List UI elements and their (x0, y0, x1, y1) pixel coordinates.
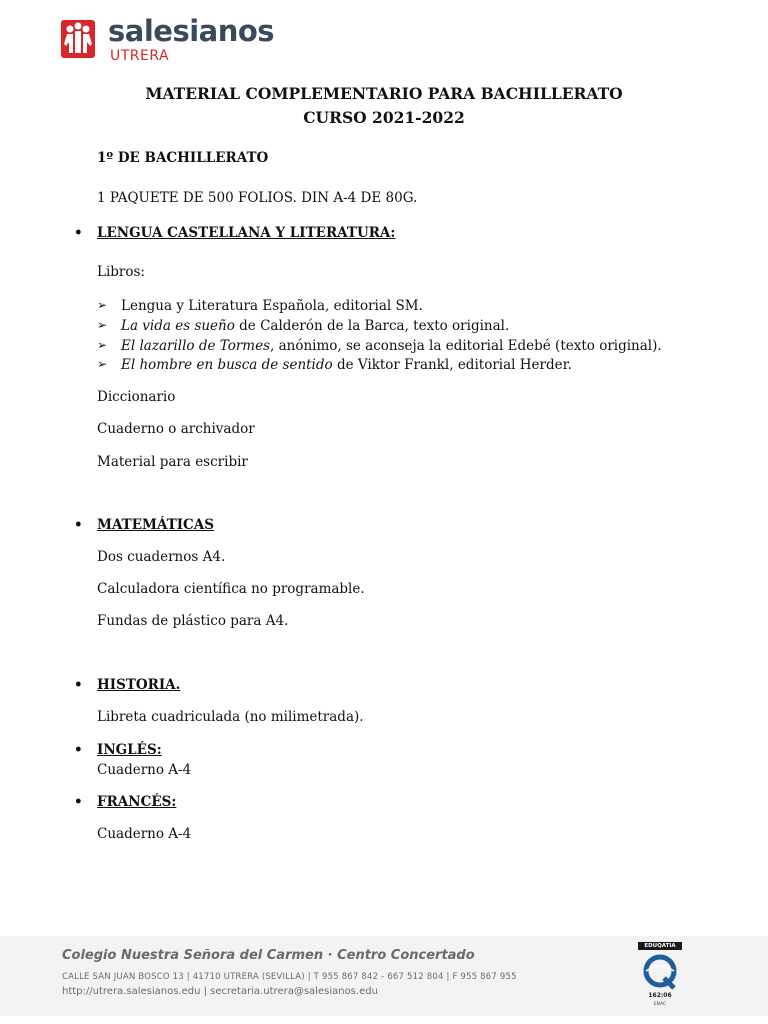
section-heading: INGLÉS: (97, 742, 162, 758)
list-item: Calculadora científica no programable. (97, 581, 365, 597)
book-item (97, 318, 510, 334)
footer-school-name: Colegio Nuestra Señora del Carmen · Centro Concertado (62, 948, 475, 963)
bullet: • (74, 517, 83, 533)
document-title: MATERIAL COMPLEMENTARIO PARA BACHILLERATO (145, 84, 623, 103)
book-detail: de Viktor Frankl, editorial Herder. (332, 357, 572, 373)
section-ingles (74, 742, 162, 758)
footer-address: CALLE SAN JUAN BOSCO 13 | 41710 UTRERA (SEVILLA) | T 955 867 842 - 667 512 804 | F 955 867 955 (62, 972, 517, 982)
logo-subtitle: UTRERA (110, 48, 170, 64)
bullet: • (74, 742, 83, 758)
list-item: Cuaderno A-4 (97, 826, 192, 842)
section-frances (74, 794, 176, 810)
list-item: Fundas de plástico para A4. (97, 613, 289, 629)
book-title: El lazarillo de Tormes (121, 338, 270, 354)
book-item (97, 338, 662, 354)
section-heading: HISTORIA. (97, 677, 181, 693)
footer (0, 936, 768, 1016)
list-item: Cuaderno A-4 (97, 762, 192, 778)
section-heading: LENGUA CASTELLANA Y LITERATURA: (97, 225, 396, 241)
book-item (97, 298, 423, 314)
list-item: Dos cuadernos A4. (97, 549, 226, 565)
section-heading: MATEMÁTICAS (97, 517, 215, 533)
bullet: • (74, 794, 83, 810)
course-label: 1º DE BACHILLERATO (97, 150, 269, 166)
quality-certification-icon (642, 952, 678, 990)
section-matematicas (74, 517, 214, 533)
book-detail: Lengua y Literatura Española, editorial SM. (121, 298, 423, 314)
badge-org: ENAC (653, 1002, 667, 1007)
section-lengua (74, 225, 395, 241)
libros-label: Libros: (97, 264, 145, 280)
list-item: Material para escribir (97, 454, 248, 470)
badge-number: 162:06 (648, 992, 672, 999)
book-title: El hombre en busca de sentido (121, 357, 333, 373)
arrow-bullet-icon: ➢ (97, 318, 108, 332)
logo-name: salesianos (108, 14, 275, 48)
book-detail: , anónimo, se aconseja la editorial Edebé (texto original). (270, 338, 662, 354)
document-subtitle: CURSO 2021-2022 (303, 108, 465, 127)
salesianos-logo-icon (61, 20, 95, 58)
list-item: Cuaderno o archivador (97, 421, 255, 437)
arrow-bullet-icon: ➢ (97, 357, 108, 371)
book-title: La vida es sueño (121, 318, 235, 334)
bullet: • (74, 677, 83, 693)
section-historia (74, 677, 180, 693)
folios-line: 1 PAQUETE DE 500 FOLIOS. DIN A-4 DE 80G. (97, 190, 418, 206)
book-item (97, 357, 572, 373)
badge-label: EDUQATIA (638, 942, 682, 950)
list-item: Diccionario (97, 389, 176, 405)
list-item: Libreta cuadriculada (no milimetrada). (97, 709, 364, 725)
bullet: • (74, 225, 83, 241)
arrow-bullet-icon: ➢ (97, 338, 108, 352)
arrow-bullet-icon: ➢ (97, 298, 108, 312)
quality-badge (638, 942, 682, 1012)
section-heading: FRANCÉS: (97, 794, 177, 810)
book-detail: de Calderón de la Barca, texto original. (234, 318, 510, 334)
footer-contact: http://utrera.salesianos.edu | secretaria.utrera@salesianos.edu (62, 986, 378, 997)
